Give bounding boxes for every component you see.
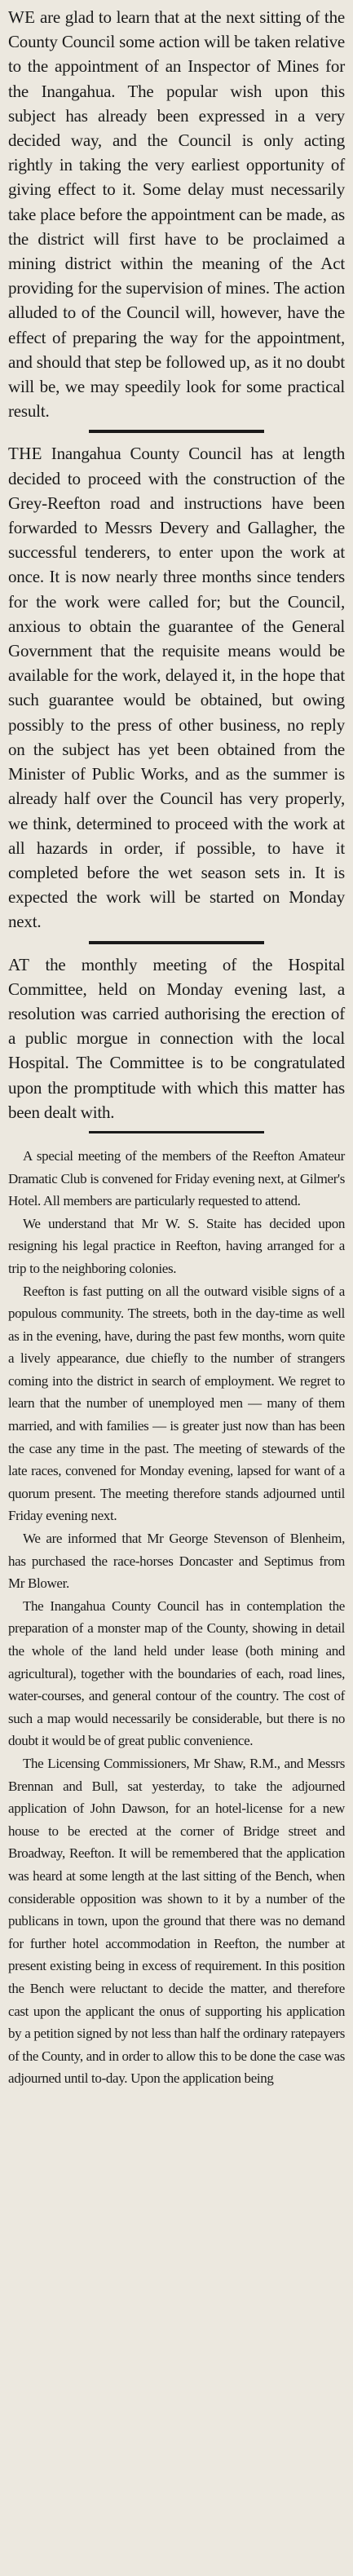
section-divider xyxy=(89,430,264,433)
note-race-horses: We are informed that Mr George Stevenson of Blenheim, has purchased the race-horses Doncaster and Septimus from Mr Blower. xyxy=(8,1531,345,1592)
article-body: Inangahua County Council has at length decided to proceed with the construction of the Grey-Reefton road and instructions have been forwarded to Messrs Devery and Gallagher, the successful tenderers, to enter upon the work at once. It is now nearly three months since tenders for the work were called for; but the Council, anxious to obtain the guarantee of the General Government that the requisite means would be available for the work, delayed it, in the hope that such guarantee would be obtained, but owing possibly to the press of other business, no reply on the subject has yet been obtained from the Minister of Public Works, and as the summer is already half over the Council has very properly, we think, determined to proceed with the work at all hazards in order, if possible, to have it completed before the wet season sets in. It is expected the work will be started on Monday next. xyxy=(8,444,345,932)
article-body: are glad to learn that at the next sitting of the County Council some action will be taken relative to the appointment of an Inspector of Mines for the Inangahua. The popular wish upon this subject has already been expressed in a very decided way, and the Council is only acting rightly in taking the very earliest opportunity of giving effect to it. Some delay must necessarily take place before the appointment can be made, as the district will first have to be proclaimed a mining district within the meaning of the Act providing for the supervision of mines. The action alluded to of the Council will, however, have the effect of preparing the way for the appointment, and should that step be followed up, as it no doubt will be, we may speedily look for some practical result. xyxy=(8,7,345,422)
article-body: the monthly meeting of the Hospital Committee, held on Monday evening last, a resolution was carried authorising the erection of a public morgue in connection with the local Hospital. The Committee is to be congratulated upon the promptitude with which this matter has been dealt with. xyxy=(8,954,345,1122)
note-county-map: The Inangahua County Council has in contemplation the preparation of a monster map of the County, showing in detail the whole of the land held under lease (both mining and agricultural), together with the boundaries of each, road lines, water-courses, and general contour of the country. The cost of such a map would necessarily be considerable, but there is no doubt it would be of great public convenience. xyxy=(8,1597,345,1749)
article-lead-word: AT xyxy=(8,954,30,974)
section-divider xyxy=(89,1131,264,1133)
article-grey-reefton-road xyxy=(8,441,345,934)
section-divider xyxy=(89,941,264,944)
note-reefton-populous: Reefton is fast putting on all the outward visible signs of a populous community. The streets, both in the day-time as well as in the evening, have, during the past few months, worn quite a lively appearance, due chiefly to the number of strangers coming into the district in search of employment. We regret to learn that the number of unemployed men — many of them married, and with families — is greater just now than has been the case any time in the past. The meeting of stewards of the late races, convened for Monday evening, lapsed for want of a quorum present. The meeting therefore stands adjourned until Friday evening next. xyxy=(8,1283,345,1524)
note-staite-resigning: We understand that Mr W. S. Staite has decided upon resigning his legal practice in Reefton, having arranged for a trip to the neighboring colonies. xyxy=(8,1215,345,1276)
note-licensing-commissioners: The Licensing Commissioners, Mr Shaw, R.M., and Messrs Brennan and Bull, sat yesterday, to take the adjourned application of John Dawson, for an hotel-license for a new house to be erected at the corner of Bridge street and Broadway, Reefton. It will be remembered that the application was heard at some length at the last sitting of the Bench, when considerable opposition was shown to it by a number of the publicans in town, upon the ground that there was no demand for further hotel accommodation in Reefton, the number at present existing being in excess of requirement. In this position the Bench were reluctant to decide the matter, and therefore cast upon the applicant the onus of supporting his application by a petition signed by not less than half the ordinary ratepayers of the County, and in order to allow this to be done the case was adjourned until to-day. Upon the application being xyxy=(8,1755,345,2087)
article-hospital-morgue xyxy=(8,952,345,1125)
article-lead-word: WE xyxy=(8,7,36,27)
article-lead-word: THE xyxy=(8,444,42,464)
note-dramatic-club: A special meeting of the members of the Reefton Amateur Dramatic Club is convened for Friday evening next, at Gilmer's Hotel. All members are particularly requested to attend. xyxy=(8,1147,345,1209)
article-mines-inspector xyxy=(8,5,345,423)
